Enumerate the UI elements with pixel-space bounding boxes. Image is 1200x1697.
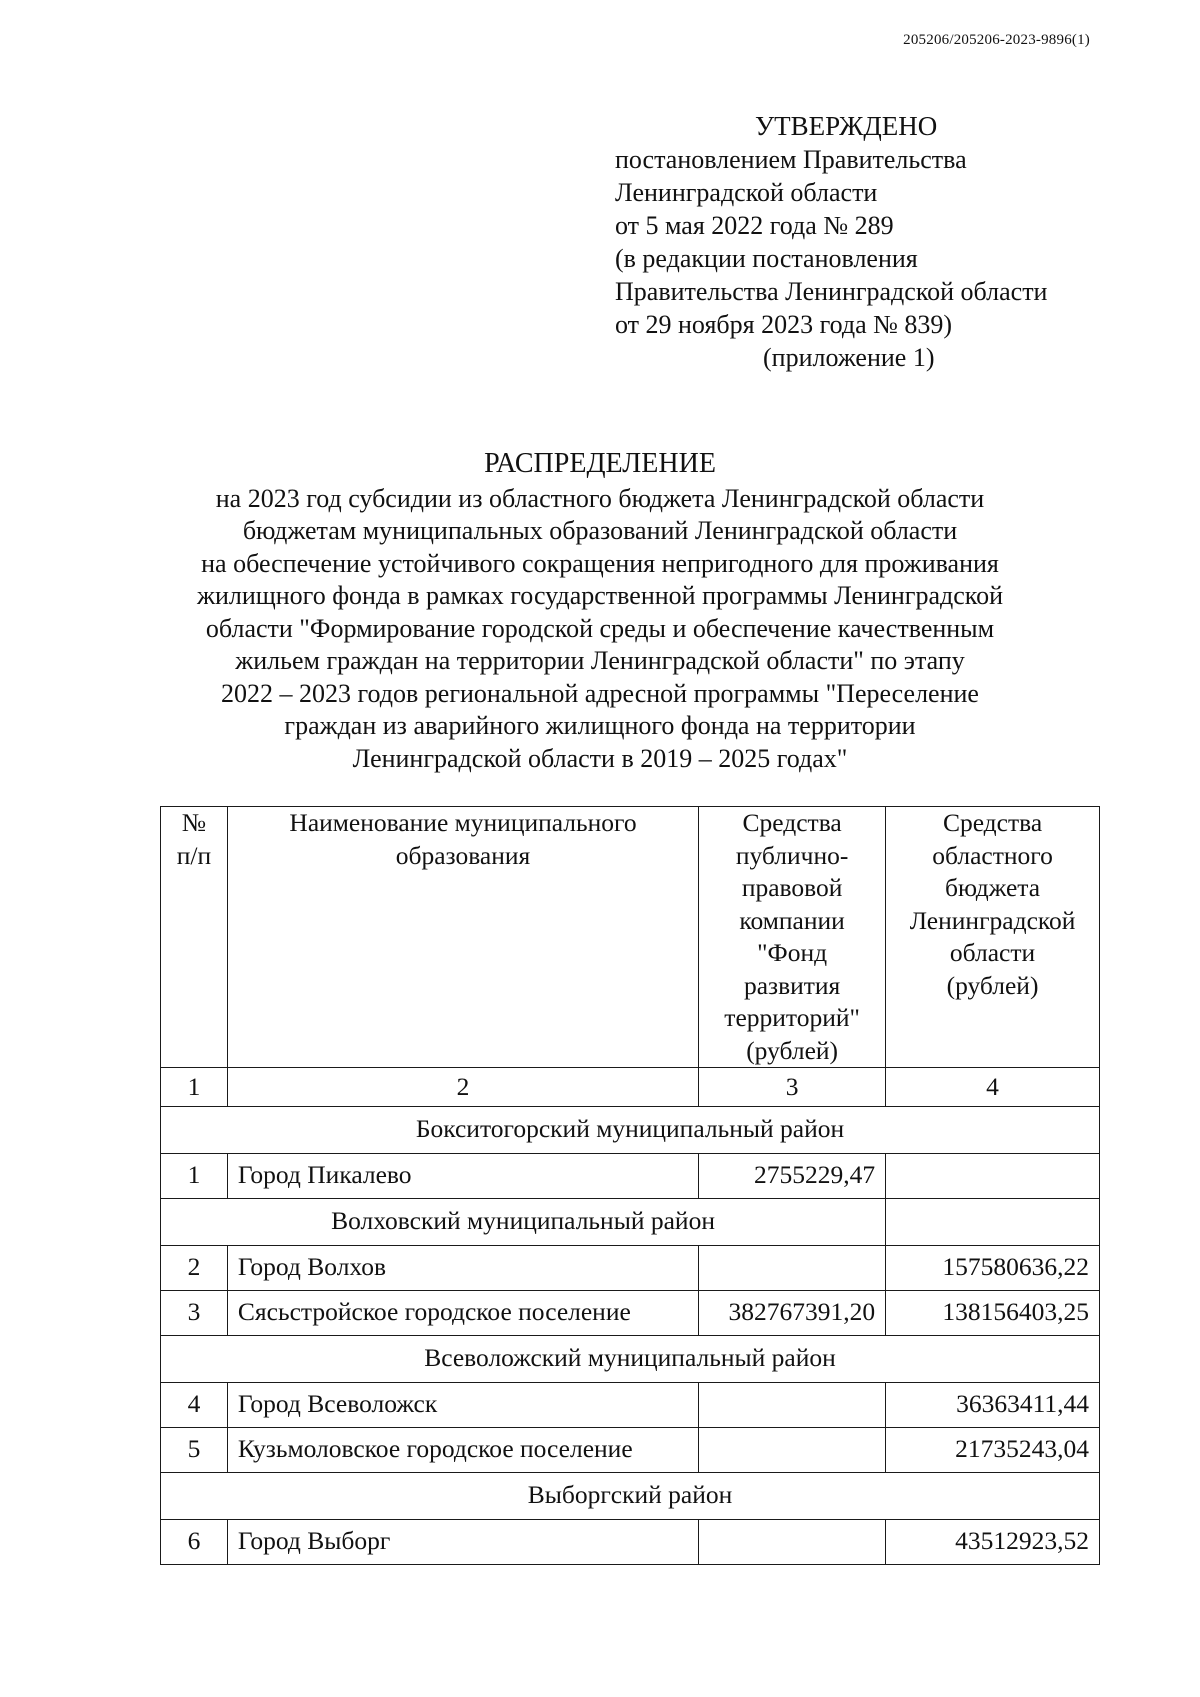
- municipality-name: Город Пикалево: [227, 1154, 698, 1199]
- heading-line: на обеспечение устойчивого сокращения непригодного для проживания: [201, 548, 999, 578]
- municipality-name: Город Всеволожск: [227, 1383, 698, 1428]
- row-number: 6: [161, 1520, 228, 1565]
- approval-line: Ленинградской области: [615, 178, 878, 207]
- section-title: Выборгский район: [161, 1473, 1100, 1520]
- fund-amount: 2755229,47: [699, 1154, 886, 1199]
- section-row: [161, 1473, 1100, 1520]
- approval-stamp-block: [615, 110, 1047, 374]
- fund-amount: [699, 1520, 886, 1565]
- header-regional-budget: Средства областного бюджета Ленинградской области (рублей): [886, 807, 1100, 1068]
- municipality-name: Кузьмоловское городское поселение: [227, 1428, 698, 1473]
- row-number: 1: [161, 1154, 228, 1199]
- table-row: [161, 1428, 1100, 1473]
- column-number: 1: [161, 1068, 228, 1107]
- regional-amount: 36363411,44: [886, 1383, 1100, 1428]
- section-empty-cell: [886, 1199, 1100, 1246]
- header-number: № п/п: [161, 807, 228, 1068]
- section-row: [161, 1107, 1100, 1154]
- regional-amount: 43512923,52: [886, 1520, 1100, 1565]
- row-number: 5: [161, 1428, 228, 1473]
- heading-line: области "Формирование городской среды и обеспечение качественным: [205, 613, 995, 643]
- heading-line: на 2023 год субсидии из областного бюджета Ленинградской области: [215, 483, 985, 513]
- municipality-name: Город Волхов: [227, 1246, 698, 1291]
- row-number: 2: [161, 1246, 228, 1291]
- column-number-row: [161, 1068, 1100, 1107]
- column-number: 2: [227, 1068, 698, 1107]
- approval-line: Правительства Ленинградской области: [615, 277, 1048, 306]
- document-heading: [150, 448, 1050, 775]
- table-row: [161, 1383, 1100, 1428]
- approval-line: от 29 ноября 2023 года № 839): [615, 310, 953, 339]
- heading-line: бюджетам муниципальных образований Ленинградской области: [242, 516, 958, 545]
- header-municipality: Наименование муниципального образования: [227, 807, 698, 1068]
- section-title: Всеволожский муниципальный район: [161, 1336, 1100, 1383]
- annex-label: (приложение 1): [763, 343, 935, 372]
- heading-title: РАСПРЕДЕЛЕНИЕ: [484, 448, 716, 479]
- fund-amount: [699, 1246, 886, 1291]
- fund-amount: [699, 1428, 886, 1473]
- approval-line: (в редакции постановления: [615, 244, 918, 273]
- fund-amount: [699, 1383, 886, 1428]
- table-row: [161, 1291, 1100, 1336]
- approval-line: постановлением Правительства: [615, 145, 967, 174]
- section-title: Бокситогорский муниципальный район: [161, 1107, 1100, 1154]
- approval-line: от 5 мая 2022 года № 289: [615, 211, 894, 240]
- table-row: [161, 1520, 1100, 1565]
- document-id: 205206/205206-2023-9896(1): [903, 32, 1090, 48]
- distribution-table: [160, 806, 1100, 1565]
- row-number: 3: [161, 1291, 228, 1336]
- header-fund-means: Средства публично- правовой компании "Фонд развития территорий" (рублей): [699, 807, 886, 1068]
- table-row: [161, 1246, 1100, 1291]
- heading-line: жильем граждан на территории Ленинградской области" по этапу: [235, 646, 965, 675]
- fund-amount: 382767391,20: [699, 1291, 886, 1336]
- regional-amount: 138156403,25: [886, 1291, 1100, 1336]
- section-row: [161, 1199, 1100, 1246]
- regional-amount: 157580636,22: [886, 1246, 1100, 1291]
- heading-line: граждан из аварийного жилищного фонда на территории: [284, 711, 916, 740]
- column-number: 4: [886, 1068, 1100, 1107]
- section-row: [161, 1336, 1100, 1383]
- heading-line: Ленинградской области в 2019 – 2025 годах": [352, 743, 848, 773]
- regional-amount: [886, 1154, 1100, 1199]
- column-number: 3: [699, 1068, 886, 1107]
- row-number: 4: [161, 1383, 228, 1428]
- heading-line: жилищного фонда в рамках государственной программы Ленинградской: [196, 581, 1004, 610]
- approval-title: УТВЕРЖДЕНО: [755, 111, 938, 141]
- regional-amount: 21735243,04: [886, 1428, 1100, 1473]
- municipality-name: Сясьстройское городское поселение: [227, 1291, 698, 1336]
- table-header-row: [161, 807, 1100, 1068]
- heading-line: 2022 – 2023 годов региональной адресной программы "Переселение: [221, 678, 979, 708]
- section-title: Волховский муниципальный район: [161, 1199, 886, 1246]
- table-row: [161, 1154, 1100, 1199]
- municipality-name: Город Выборг: [227, 1520, 698, 1565]
